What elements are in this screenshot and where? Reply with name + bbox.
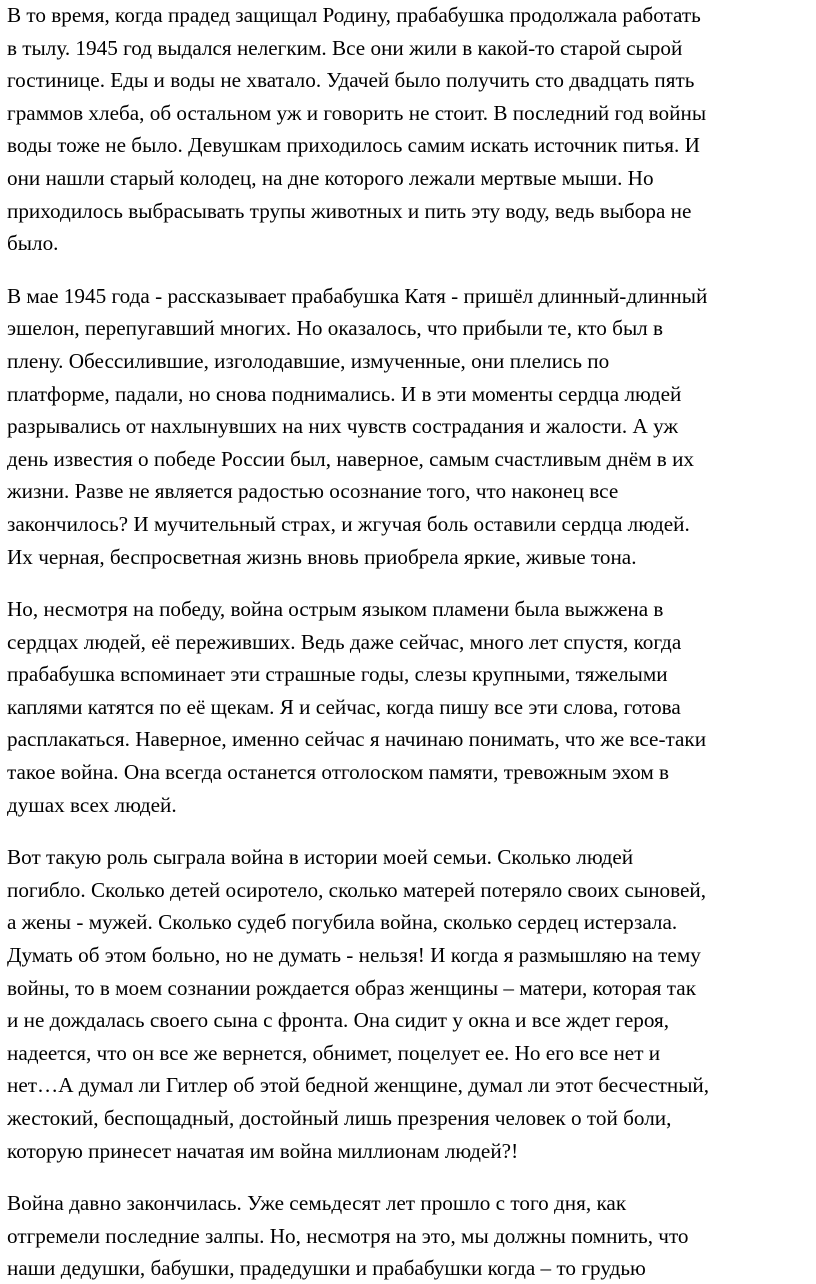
text-line: погибло. Сколько детей осиротело, сколько матерей потеряло своих сыновей, bbox=[7, 877, 707, 902]
paragraph-1 bbox=[7, 0, 813, 260]
paragraph-4 bbox=[7, 841, 813, 1167]
document-page bbox=[7, 0, 813, 1284]
text-line: эшелон, перепугавший многих. Но оказалось, что прибыли те, кто был в bbox=[7, 316, 664, 341]
text-line: прабабушка вспоминает эти страшные годы, слезы крупными, тяжелыми bbox=[7, 662, 668, 687]
paragraph-2 bbox=[7, 280, 813, 573]
text-line: надеется, что он все же вернется, обнимет, поцелует ее. Но его все нет и bbox=[7, 1040, 661, 1065]
text-line: гостинице. Еды и воды не хватало. Удачей было получить сто двадцать пять bbox=[7, 68, 695, 93]
text-line: граммов хлеба, об остальном уж и говорить не стоит. В последний год войны bbox=[7, 100, 707, 125]
text-line: каплями катятся по её щекам. Я и сейчас, когда пишу все эти слова, готова bbox=[7, 694, 681, 719]
text-line: сердцах людей, её переживших. Ведь даже сейчас, много лет спустя, когда bbox=[7, 629, 682, 654]
text-line: приходилось выбрасывать трупы животных и пить эту воду, ведь выбора не bbox=[7, 198, 692, 223]
text-line: Вот такую роль сыграла война в истории моей семьи. Сколько людей bbox=[7, 845, 634, 870]
text-line: которую принесет начатая им война миллионам людей?! bbox=[7, 1138, 519, 1163]
text-line: В мае 1945 года - рассказывает прабабушка Катя - пришёл длинный-длинный bbox=[7, 283, 708, 308]
text-line: день известия о победе России был, наверное, самым счастливым днём в их bbox=[7, 446, 695, 471]
text-line: Но, несмотря на победу, война острым языком пламени была выжжена в bbox=[7, 597, 664, 622]
text-line: жизни. Разве не является радостью осознание того, что наконец все bbox=[7, 479, 619, 504]
text-line: они нашли старый колодец, на дне которого лежали мертвые мыши. Но bbox=[7, 165, 654, 190]
text-line: платформе, падали, но снова поднимались. И в эти моменты сердца людей bbox=[7, 381, 682, 406]
text-line: нет…А думал ли Гитлер об этой бедной женщине, думал ли этот бесчестный, bbox=[7, 1073, 710, 1098]
text-line: войны, то в моем сознании рождается образ женщины – матери, которая так bbox=[7, 975, 696, 1000]
text-line: такое война. Она всегда останется отголоском памяти, тревожным эхом в bbox=[7, 760, 670, 785]
text-line: плену. Обессилившие, изголодавшие, измученные, они плелись по bbox=[7, 348, 610, 373]
text-line: Думать об этом больно, но не думать - нельзя! И когда я размышляю на тему bbox=[7, 943, 701, 968]
text-line: закончилось? И мучительный страх, и жгучая боль оставили сердца людей. bbox=[7, 511, 690, 536]
paragraph-3 bbox=[7, 593, 813, 821]
text-line: а жены - мужей. Сколько судеб погубила война, сколько сердец истерзала. bbox=[7, 910, 678, 935]
text-line: В то время, когда прадед защищал Родину, прабабушка продолжала работать bbox=[7, 3, 701, 27]
text-line: Их черная, беспросветная жизнь вновь приобрела яркие, живые тона. bbox=[7, 544, 637, 569]
text-line: разрывались от нахлынувших на них чувств сострадания и жалости. А уж bbox=[7, 414, 679, 439]
text-line: наши дедушки, бабушки, прадедушки и прабабушки когда – то грудью bbox=[7, 1256, 646, 1281]
text-line: душах всех людей. bbox=[7, 792, 177, 817]
text-line: отгремели последние залпы. Но, несмотря на это, мы должны помнить, что bbox=[7, 1223, 689, 1248]
text-line: жестокий, беспощадный, достойный лишь презрения человек о той боли, bbox=[7, 1106, 672, 1130]
text-line: в тылу. 1945 год выдался нелегким. Все они жили в какой-то старой сырой bbox=[7, 35, 683, 60]
text-line: и не дождалась своего сына с фронта. Она сидит у окна и все ждет героя, bbox=[7, 1008, 670, 1033]
text-line: расплакаться. Наверное, именно сейчас я начинаю понимать, что же все-таки bbox=[7, 727, 707, 752]
paragraph-5 bbox=[7, 1187, 813, 1284]
text-line: воды тоже не было. Девушкам приходилось самим искать источник питья. И bbox=[7, 133, 700, 158]
text-line: было. bbox=[7, 231, 59, 256]
text-line: Война давно закончилась. Уже семьдесят лет прошло с того дня, как bbox=[7, 1191, 627, 1216]
